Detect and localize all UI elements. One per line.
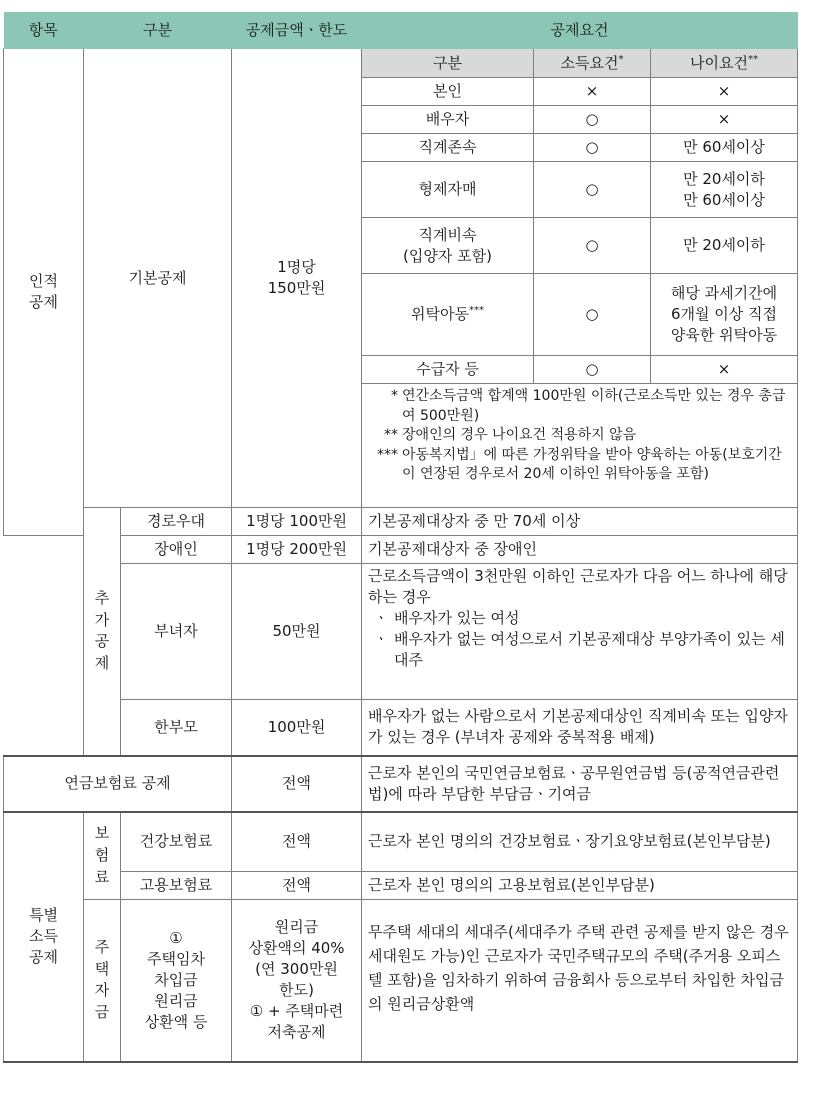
income-sibling: ○ xyxy=(534,162,651,218)
req-header-age-mark: ** xyxy=(748,53,758,65)
who-self: 본인 xyxy=(362,78,534,106)
age-foster-line3: 양육한 위탁아동 xyxy=(670,326,778,344)
woman-req xyxy=(362,564,798,700)
table-row xyxy=(4,900,798,1062)
header-row xyxy=(4,13,798,49)
special-label-line3: 공제 xyxy=(29,948,58,966)
basic-amount-line2: 150만원 xyxy=(267,279,326,297)
income-recipient: ○ xyxy=(534,356,651,384)
bullet-text: 배우자가 있는 여성 xyxy=(394,609,520,627)
who-descendant xyxy=(362,218,534,274)
req-header-income-text: 소득요건 xyxy=(560,53,619,72)
single-parent-amount: 100만원 xyxy=(232,700,362,756)
age-sibling-line1: 만 20세이하 xyxy=(683,169,765,188)
disabled-req: 기본공제대상자 중 장애인 xyxy=(362,536,798,564)
single-parent-req: 배우자가 없는 사람으로서 기본공제대상인 직계비속 또는 입양자가 있는 경우 (부녀자 공제와 중복적용 배제) xyxy=(362,700,798,756)
special-label xyxy=(4,812,84,1062)
income-ascendant: ○ xyxy=(534,134,651,162)
disabled-label: 장애인 xyxy=(121,536,232,564)
who-spouse: 배우자 xyxy=(362,106,534,134)
footnote xyxy=(368,426,791,446)
table-row xyxy=(4,700,798,756)
employment-label: 고용보험료 xyxy=(121,872,232,900)
footnote-mark: *** xyxy=(377,446,399,463)
footnote-text: 연간소득금액 합계액 100만원 이하(근로소득만 있는 경우 총급여 500만원) xyxy=(402,388,786,424)
employment-req: 근로자 본인 명의의 고용보험료(본인부담분) xyxy=(362,872,798,900)
health-req: 근로자 본인 명의의 건강보험료ㆍ장기요양보험료(본인부담분) xyxy=(362,812,798,872)
housing-label xyxy=(84,900,121,1062)
disabled-amount: 1명당 200만원 xyxy=(232,536,362,564)
header-item: 항목 xyxy=(4,13,84,49)
housing-name-line: 차입금 xyxy=(154,970,198,989)
req-header-age xyxy=(651,49,798,78)
housing-amount-line: 저축공제 xyxy=(267,1023,326,1042)
bullet-mark: ㆍ xyxy=(373,609,389,627)
who-recipient: 수급자 등 xyxy=(362,356,534,384)
health-amount: 전액 xyxy=(232,812,362,872)
housing-req: 무주택 세대의 세대주(세대주가 주택 관련 공제를 받지 않은 경우 세대원도 가능)인 근로자가 국민주택규모의 주택(주거용 오피스텔 포함)을 임차하기 위하여 금융회사 등으로부터 차입한 차입금의 원리금상환액 xyxy=(362,900,798,1062)
special-label-line1: 특별 xyxy=(29,906,58,924)
personal-label xyxy=(4,49,84,536)
age-sibling xyxy=(651,162,798,218)
income-spouse: ○ xyxy=(534,106,651,134)
table-row xyxy=(4,812,798,872)
who-descendant-line2: (입양자 포함) xyxy=(403,246,492,265)
footnote-mark: * xyxy=(391,388,399,404)
special-label-line2: 소득 xyxy=(29,927,58,945)
income-self: × xyxy=(534,78,651,106)
income-foster: ○ xyxy=(534,274,651,356)
age-foster-line2: 6개월 이상 직접 xyxy=(671,305,778,323)
age-spouse: × xyxy=(651,106,798,134)
housing-amount xyxy=(232,900,362,1062)
footnote-text: 장애인의 경우 나이요건 적용하지 않음 xyxy=(402,427,637,444)
who-foster xyxy=(362,274,534,356)
housing-label-char: 자 xyxy=(94,981,110,1000)
woman-amount: 50만원 xyxy=(232,564,362,700)
personal-label-line1: 인적 xyxy=(29,272,58,290)
pension-label: 연금보험료 공제 xyxy=(4,756,232,812)
age-sibling-line2: 만 60세이상 xyxy=(683,190,765,209)
insurance-label-char: 료 xyxy=(94,867,110,886)
table-row xyxy=(4,564,798,700)
who-descendant-line1: 직계비속 xyxy=(418,225,477,244)
housing-label-char: 금 xyxy=(94,1003,110,1021)
health-label: 건강보험료 xyxy=(121,812,232,872)
employment-amount: 전액 xyxy=(232,872,362,900)
age-ascendant: 만 60세이상 xyxy=(651,134,798,162)
table-row xyxy=(4,508,798,536)
basic-amount-line1: 1명당 xyxy=(277,258,316,276)
personal-label-filler xyxy=(4,536,84,756)
housing-amount-line: (연 300만원 xyxy=(255,960,338,979)
header-requirements: 공제요건 xyxy=(362,13,798,49)
footnote xyxy=(368,387,791,426)
deduction-table-wrapper xyxy=(3,12,798,1063)
footnotes xyxy=(362,384,798,508)
elderly-amount: 1명당 100만원 xyxy=(232,508,362,536)
who-sibling: 형제자매 xyxy=(362,162,534,218)
housing-name-line: 주택임차 xyxy=(147,949,205,968)
housing-label-char: 주 xyxy=(94,937,110,956)
elderly-req: 기본공제대상자 중 만 70세 이상 xyxy=(362,508,798,536)
additional-label xyxy=(84,508,121,756)
additional-label-char: 가 xyxy=(94,610,110,629)
insurance-label-char: 험 xyxy=(94,845,110,864)
basic-label: 기본공제 xyxy=(84,49,232,508)
housing-amount-line: 한도) xyxy=(279,981,314,1000)
req-header-income xyxy=(534,49,651,78)
req-header-age-text: 나이요건 xyxy=(690,53,748,72)
bullet-mark: ㆍ xyxy=(373,630,389,648)
bullet-text: 배우자가 없는 여성으로서 기본공제대상 부양가족이 있는 세대주 xyxy=(394,630,785,669)
who-foster-text: 위탁아동 xyxy=(411,305,469,323)
insurance-label-char: 보 xyxy=(94,824,110,843)
woman-req-intro: 근로소득금액이 3천만원 이하인 근로자가 다음 어느 하나에 해당하는 경우 xyxy=(368,567,788,606)
footnote xyxy=(368,446,791,485)
personal-label-line2: 공제 xyxy=(29,293,58,311)
additional-label-char: 공 xyxy=(94,632,110,651)
pension-req: 근로자 본인의 국민연금보험료ㆍ공무원연금법 등(공적연금관련법)에 따라 부담한 부담금ㆍ기여금 xyxy=(362,756,798,812)
housing-label-char: 택 xyxy=(94,959,110,978)
housing-name-line: ① xyxy=(169,928,183,947)
additional-label-char: 제 xyxy=(94,654,110,672)
age-recipient: × xyxy=(651,356,798,384)
footnote-text: 아동복지법」에 따른 가정위탁을 받아 양육하는 아동(보호기간이 연장된 경우로서 20세 이하인 위탁아동을 포함) xyxy=(402,446,782,483)
table-row xyxy=(4,536,798,564)
table-row xyxy=(4,756,798,812)
single-parent-label: 한부모 xyxy=(121,700,232,756)
table-row xyxy=(4,872,798,900)
elderly-label: 경로우대 xyxy=(121,508,232,536)
deduction-table xyxy=(3,12,798,1063)
header-amount: 공제금액ㆍ한도 xyxy=(232,13,362,49)
age-foster-line1: 해당 과세기간에 xyxy=(670,284,778,302)
age-descendant: 만 20세이하 xyxy=(651,218,798,274)
req-header-who: 구분 xyxy=(362,49,534,78)
woman-label: 부녀자 xyxy=(121,564,232,700)
housing-name xyxy=(121,900,232,1062)
woman-req-bullet xyxy=(368,629,794,671)
age-self: × xyxy=(651,78,798,106)
housing-name-line: 상환액 등 xyxy=(144,1012,208,1031)
age-foster xyxy=(651,274,798,356)
pension-amount: 전액 xyxy=(232,756,362,812)
header-category: 구분 xyxy=(84,13,232,49)
housing-name-line: 원리금 xyxy=(154,991,198,1010)
basic-amount xyxy=(232,49,362,508)
housing-amount-line: 상환액의 40% xyxy=(248,939,345,958)
who-foster-mark: *** xyxy=(469,305,484,316)
footnote-mark: ** xyxy=(384,427,399,444)
insurance-label xyxy=(84,812,121,900)
req-header-income-mark: * xyxy=(618,53,624,65)
housing-amount-line: 원리금 xyxy=(274,918,319,937)
income-descendant: ○ xyxy=(534,218,651,274)
req-subheader-row xyxy=(4,49,798,78)
woman-req-bullet xyxy=(368,608,794,629)
additional-label-char: 추 xyxy=(94,588,110,607)
who-ascendant: 직계존속 xyxy=(362,134,534,162)
housing-amount-line: ① + 주택마련 xyxy=(249,1002,344,1021)
